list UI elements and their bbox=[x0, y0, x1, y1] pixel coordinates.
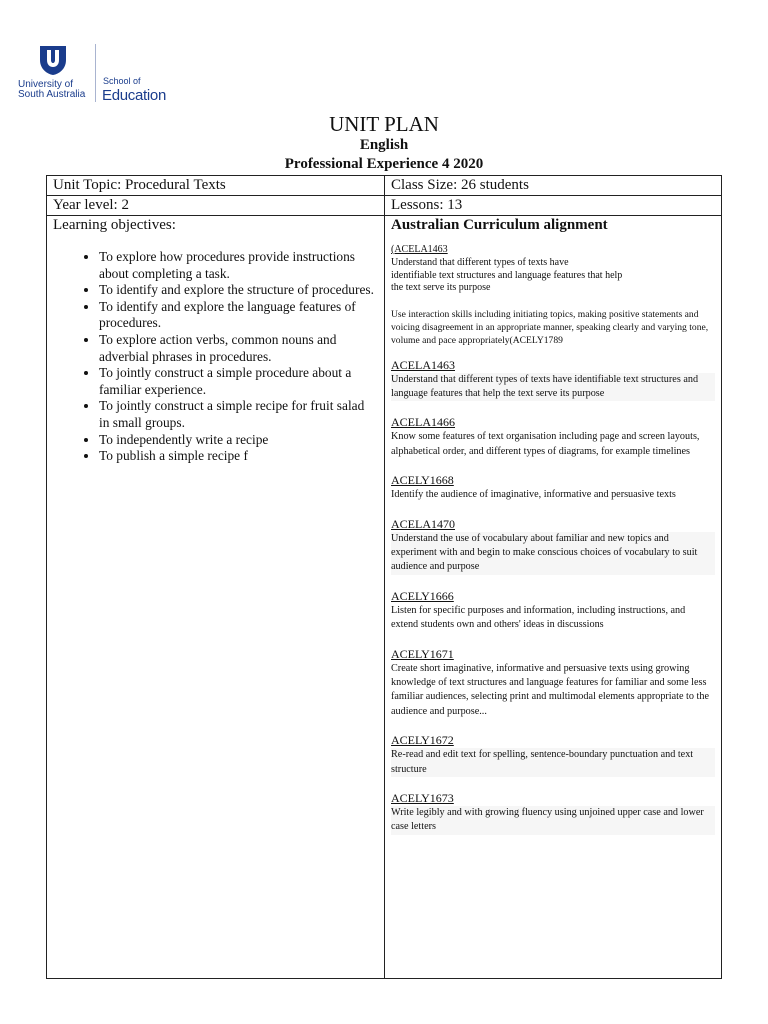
objectives-heading: Learning objectives: bbox=[53, 217, 176, 233]
curriculum-code-link[interactable]: ACELA1466 bbox=[391, 415, 455, 430]
curriculum-code-link[interactable]: ACELA1470 bbox=[391, 516, 455, 531]
list-item: • To jointly construct a simple recipe for fruit salad in small groups. bbox=[99, 398, 378, 431]
curriculum-small-block bbox=[391, 244, 715, 295]
curriculum-description: Understand that different types of texts have identifiable text structures and language features that help the text serve its purpose bbox=[391, 373, 715, 402]
list-item: • To independently write a recipe bbox=[99, 432, 378, 449]
curriculum-description: Understand the use of vocabulary about familiar and new topics and experiment with and begin to make conscious choices of vocabulary to suit audience and purpose bbox=[391, 532, 715, 575]
curriculum-code-link[interactable]: ACELA1463 bbox=[391, 357, 455, 372]
list-item: • To jointly construct a simple procedure about a familiar experience. bbox=[99, 365, 378, 398]
curriculum-item bbox=[391, 589, 715, 633]
curriculum-code-link[interactable]: ACELY1668 bbox=[391, 473, 454, 488]
page-title: UNIT PLAN bbox=[329, 112, 439, 136]
list-item: • To identify and explore the structure of procedures. bbox=[99, 282, 378, 299]
curriculum-description: Create short imaginative, informative and persuasive texts using growing knowledge of text structures and language features for familiar and some less familiar audiences, selecting print and multimodal elements appropriate to the audience and purpose... bbox=[391, 662, 709, 717]
curriculum-code-link[interactable]: ACELY1672 bbox=[391, 733, 454, 748]
unit-plan-table bbox=[46, 175, 722, 979]
logo-divider bbox=[95, 44, 96, 102]
curriculum-cell bbox=[385, 216, 722, 979]
objectives-list bbox=[53, 249, 378, 465]
curriculum-code-link[interactable]: ACELY1671 bbox=[391, 646, 454, 661]
header-logo bbox=[18, 40, 218, 104]
curriculum-item bbox=[391, 647, 715, 720]
university-crest-icon bbox=[38, 44, 68, 76]
subject-title: English bbox=[359, 137, 409, 153]
class-size-cell: Class Size: 26 students bbox=[385, 176, 722, 196]
experience-title: Professional Experience 4 2020 bbox=[284, 156, 484, 172]
unit-topic-cell: Unit Topic: Procedural Texts bbox=[47, 176, 385, 196]
curriculum-code-link[interactable]: ACELY1666 bbox=[391, 588, 454, 603]
list-item: • To explore action verbs, common nouns and adverbial phrases in procedures. bbox=[99, 332, 378, 365]
curriculum-item bbox=[391, 415, 715, 459]
list-item: • To identify and explore the language features of procedures. bbox=[99, 299, 378, 332]
curriculum-description: Listen for specific purposes and information, including instructions, and extend students own and others' ideas in discussions bbox=[391, 604, 686, 631]
list-item: • To explore how procedures provide instructions about completing a task. bbox=[99, 249, 378, 282]
curriculum-description: Understand that different types of texts have identifiable text structures and language features that help the text serve its purpose bbox=[391, 256, 623, 294]
curriculum-item bbox=[391, 473, 715, 502]
year-level-cell: Year level: 2 bbox=[47, 196, 385, 216]
curriculum-description: Re-read and edit text for spelling, sentence-boundary punctuation and text structure bbox=[391, 748, 715, 777]
curriculum-small-block bbox=[391, 309, 715, 347]
list-item: • To publish a simple recipe f bbox=[99, 448, 378, 465]
curriculum-description: Use interaction skills including initiating topics, making positive statements and voicing disagreement in an appropriate manner, speaking clearly and varying tone, volume and pace appropriately(ACELY1789 bbox=[391, 309, 709, 346]
curriculum-description: Write legibly and with growing fluency using unjoined upper case and lower case letters bbox=[391, 806, 715, 835]
lessons-cell: Lessons: 13 bbox=[385, 196, 722, 216]
curriculum-item bbox=[391, 517, 715, 575]
objectives-cell bbox=[47, 216, 385, 979]
curriculum-heading: Australian Curriculum alignment bbox=[391, 217, 608, 233]
curriculum-item bbox=[391, 733, 715, 777]
university-name: University of South Australia bbox=[18, 79, 86, 100]
curriculum-item bbox=[391, 791, 715, 835]
curriculum-description: Know some features of text organisation including page and screen layouts, alphabetical order, and different types of diagrams, for example timelines bbox=[391, 431, 700, 457]
curriculum-code-link[interactable]: ACELY1673 bbox=[391, 791, 454, 806]
curriculum-code-link[interactable]: (ACELA1463 bbox=[391, 244, 448, 255]
curriculum-description: Identify the audience of imaginative, informative and persuasive texts bbox=[391, 489, 676, 501]
school-of-label: School of bbox=[103, 76, 141, 86]
school-name: Education bbox=[102, 87, 167, 104]
curriculum-item bbox=[391, 358, 715, 402]
